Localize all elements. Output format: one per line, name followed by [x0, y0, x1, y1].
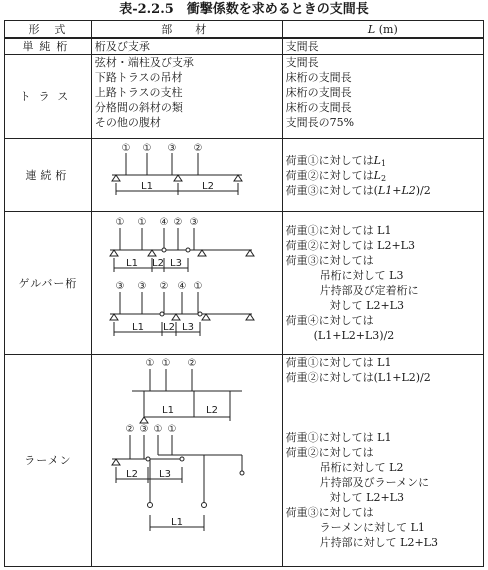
- lengths-gerber: 荷重①に対しては L1 荷重②に対しては L2+L3 荷重③に対しては 吊桁に対して L3 片持部及び定着桁に 対して L2+L3 荷重④に対しては (L1+L2+L3)/2: [282, 212, 483, 355]
- svg-text:②: ②: [193, 143, 203, 154]
- svg-text:①: ①: [193, 281, 203, 292]
- svg-text:③: ③: [189, 217, 199, 228]
- header-row: [5, 21, 484, 39]
- svg-text:L3: L3: [181, 322, 194, 333]
- svg-text:L1: L1: [161, 405, 174, 416]
- members-truss: 弦材・端柱及び支承 下路トラスの吊材 上路トラスの支柱 分格間の斜材の類 その他の腹材: [91, 55, 282, 139]
- gerber-beam-diagram: [92, 212, 276, 350]
- svg-text:①: ①: [142, 143, 152, 154]
- lengths-truss: 支間長 床桁の支間長 床桁の支間長 床桁の支間長 支間長の75%: [282, 55, 483, 139]
- row-rahmen: [5, 355, 484, 567]
- svg-text:①: ①: [115, 217, 125, 228]
- diagram-continuous: [91, 139, 282, 212]
- svg-text:②: ②: [159, 281, 169, 292]
- svg-text:④: ④: [177, 281, 187, 292]
- svg-text:③: ③: [137, 281, 147, 292]
- rahmen-diagram: [92, 355, 276, 561]
- svg-text:L2: L2: [201, 181, 214, 192]
- svg-text:L2: L2: [125, 469, 138, 480]
- row-simple: [5, 38, 484, 55]
- svg-text:③: ③: [139, 424, 149, 435]
- svg-text:④: ④: [159, 217, 169, 228]
- svg-text:①: ①: [121, 143, 131, 154]
- svg-text:①: ①: [167, 424, 177, 435]
- row-continuous: [5, 139, 484, 212]
- diagram-rahmen: [91, 355, 282, 567]
- svg-text:①: ①: [153, 424, 163, 435]
- header-length: L (m): [282, 21, 483, 39]
- svg-text:L1: L1: [170, 517, 183, 528]
- type-gerber: ゲルバー桁: [5, 212, 92, 355]
- svg-text:L2: L2: [205, 405, 218, 416]
- svg-text:②: ②: [187, 358, 197, 369]
- svg-text:③: ③: [167, 143, 177, 154]
- type-truss: トラス: [5, 55, 92, 139]
- diagram-gerber: [91, 212, 282, 355]
- table-title: 表-2.2.5 衝撃係数を求めるときの支間長: [119, 2, 369, 17]
- svg-text:①: ①: [145, 358, 155, 369]
- svg-text:①: ①: [161, 358, 171, 369]
- member-simple: 桁及び支承: [91, 38, 282, 55]
- svg-text:①: ①: [137, 217, 147, 228]
- continuous-beam-diagram: [92, 139, 276, 207]
- span-length-table: [4, 20, 484, 567]
- header-member: 部 材: [91, 21, 282, 39]
- svg-text:②: ②: [125, 424, 135, 435]
- type-simple: 単純桁: [5, 38, 92, 55]
- svg-text:②: ②: [173, 217, 183, 228]
- type-rahmen: ラーメン: [5, 355, 92, 567]
- svg-text:L1: L1: [140, 181, 153, 192]
- row-truss: [5, 55, 484, 139]
- lengths-continuous: 荷重①に対しては$L_1$ 荷重②に対しては$L_2$ 荷重③に対しては(L1+L2)/2: [282, 139, 483, 212]
- svg-text:③: ③: [115, 281, 125, 292]
- svg-text:L3: L3: [158, 469, 171, 480]
- lengths-rahmen: 荷重①に対しては L1 荷重②に対しては(L1+L2)/2 荷重①に対しては L1 荷重②に対しては 吊桁に対して L2 片持部及びラーメンに 対して L2+L3 荷重③に対しては ラーメンに対して L1 片持部に対して L2+L3: [282, 355, 483, 567]
- svg-text:L1: L1: [131, 322, 144, 333]
- svg-text:L1: L1: [125, 258, 138, 269]
- svg-text:L2: L2: [151, 258, 164, 269]
- svg-text:L3: L3: [169, 258, 182, 269]
- row-gerber: [5, 212, 484, 355]
- svg-text:L2: L2: [162, 322, 175, 333]
- header-type: 形 式: [5, 21, 92, 39]
- length-simple: 支間長: [282, 38, 483, 55]
- type-continuous: 連続桁: [5, 139, 92, 212]
